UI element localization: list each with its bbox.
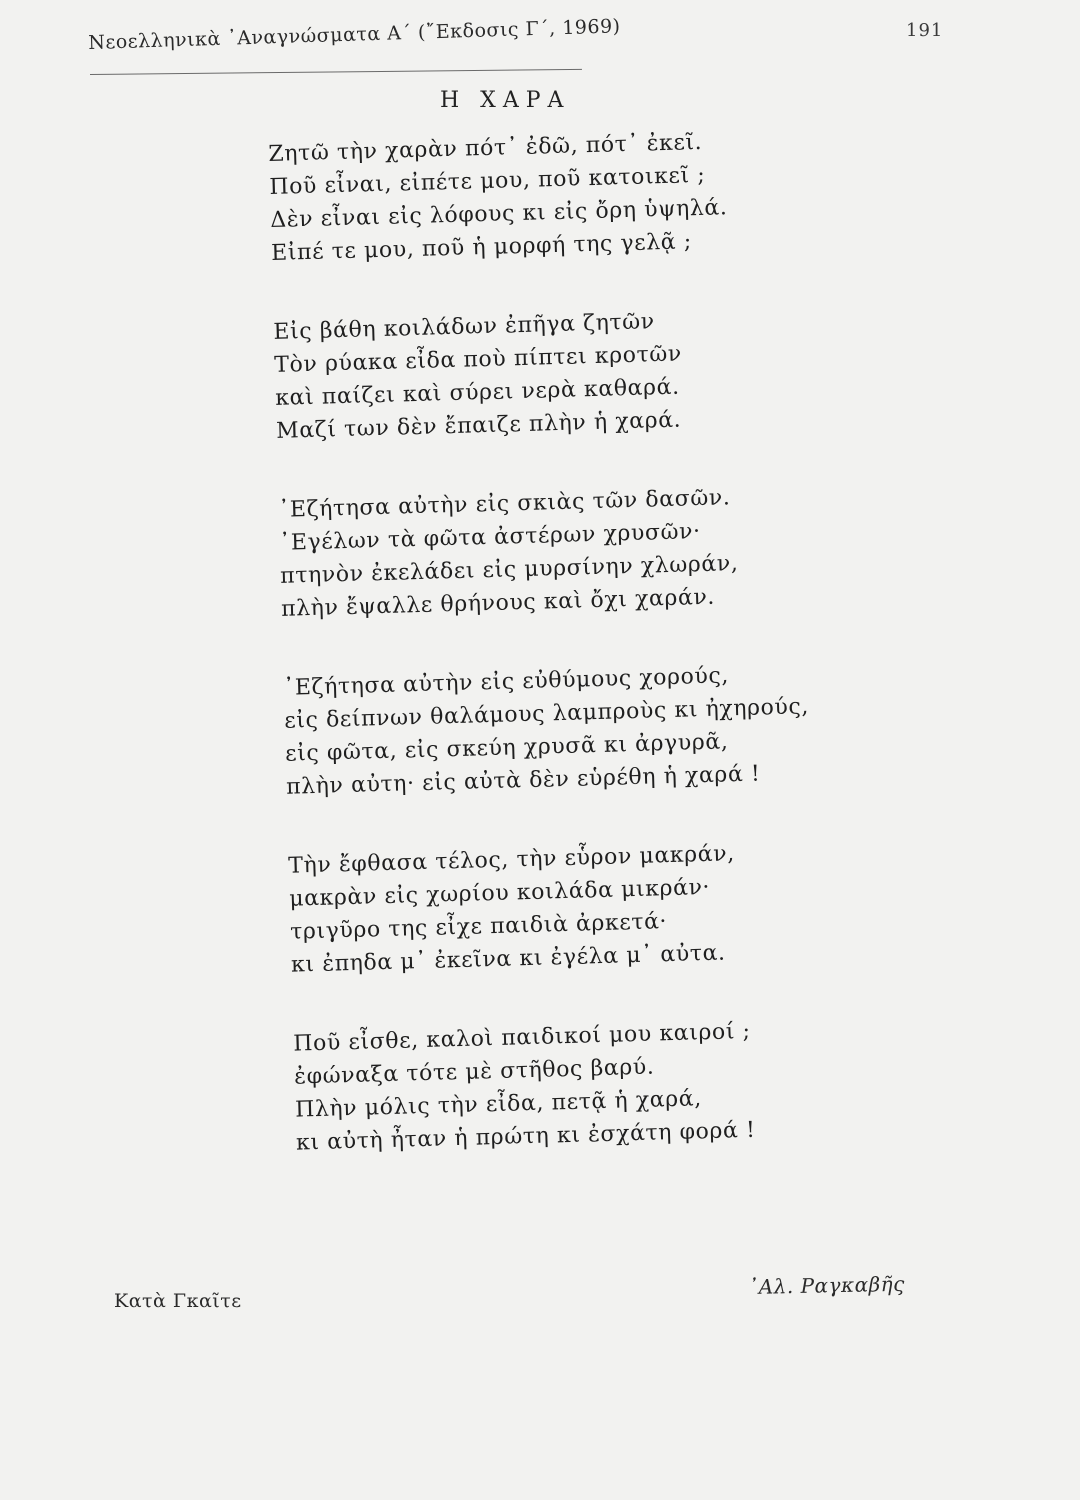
poem-line: Εἰπέ τε μου, ποῦ ἡ μορφή της γελᾷ ; xyxy=(270,229,693,266)
page-number: 191 xyxy=(906,20,944,41)
header-source: Νεοελληνικὰ ᾿Αναγνώσματα Α΄ (῎Εκδοσις Γ΄, 1969) xyxy=(88,15,621,54)
poem-line: πτηνὸν ἐκελάδει εἰς μυρσίνην χλωράν, xyxy=(279,551,739,589)
poem-line: Μαζί των δὲν ἔπαιζε πλὴν ἡ χαρά. xyxy=(275,407,682,444)
poem-line: πλὴν ἔψαλλε θρήνους καὶ ὄχι χαράν. xyxy=(280,584,716,622)
poem-line: πλὴν αὐτη· εἰς αὐτὰ δὲν εὑρέθη ἡ χαρά ! xyxy=(285,761,761,800)
poem-line: Τὴν ἔφθασα τέλος, τὴν εὗρον μακράν, xyxy=(287,841,736,879)
poem-line: καὶ παίζει καὶ σύρει νερὰ καθαρά. xyxy=(274,374,680,411)
poem-line: ἐφώναξα τότε μὲ στῆθος βαρύ. xyxy=(293,1054,655,1090)
stanza xyxy=(293,1012,856,1160)
poem-line: κι αὐτὴ ἦταν ἡ πρώτη κι ἐσχάτη φορά ! xyxy=(295,1117,756,1156)
poem-line: ᾿Εζήτησα αὐτὴν εἰς εὐθύμους χορούς, xyxy=(283,663,730,701)
poem-line: Ποῦ εἶσθε, καλοὶ παιδικοί μου καιροί ; xyxy=(292,1018,751,1057)
poem-line: Εἰς βάθη κοιλάδων ἐπῆγα ζητῶν xyxy=(273,309,656,345)
stanza xyxy=(278,478,841,626)
poem-line: εἰς δείπνων θαλάμους λαμπροὺς κι ἠχηρούς, xyxy=(283,694,810,734)
poem-line: τριγῦρο της εἶχε παιδιὰ ἀρκετά· xyxy=(289,909,668,945)
stanza xyxy=(288,834,851,982)
poem-line: κι ἐπηδα μ᾿ ἐκεῖνα κι ἐγέλα μ᾿ αὐτα. xyxy=(290,940,726,978)
poem-line: εἰς φῶτα, εἰς σκεύη χρυσᾶ κι ἀργυρᾶ, xyxy=(284,729,729,767)
poem-line: Ποῦ εἶναι, εἰπέτε μου, ποῦ κατοικεῖ ; xyxy=(269,162,706,200)
poem-line: Ζητῶ τὴν χαρὰν πότ᾿ ἐδῶ, πότ᾿ ἐκεῖ. xyxy=(268,129,703,167)
poem-line: ᾿Εγέλων τὰ φῶτα ἀστέρων χρυσῶν· xyxy=(278,519,702,556)
translator-note: Κατὰ Γκαῖτε xyxy=(114,1290,242,1312)
poem-title: Η ΧΑΡΑ xyxy=(440,88,571,113)
stanza xyxy=(268,122,831,270)
poem-line: Τὸν ρύακα εἶδα ποὺ πίπτει κροτῶν xyxy=(274,341,683,378)
stanza xyxy=(273,300,836,448)
author-signature: ᾿Αλ. Ραγκαβῆς xyxy=(748,1271,906,1299)
poem-line: μακρὰν εἰς χωρίου κοιλάδα μικράν· xyxy=(288,874,711,912)
header-divider xyxy=(90,69,582,75)
poem-body xyxy=(268,122,858,1205)
poem-line: Δὲν εἶναι εἰς λόφους κι εἰς ὄρη ὑψηλά. xyxy=(269,195,728,233)
poem-line: Πλὴν μόλις τὴν εἶδα, πετᾷ ἡ χαρά, xyxy=(294,1086,703,1123)
stanza xyxy=(283,656,846,804)
poem-line: ᾿Εζήτησα αὐτὴν εἰς σκιὰς τῶν δασῶν. xyxy=(278,485,731,523)
